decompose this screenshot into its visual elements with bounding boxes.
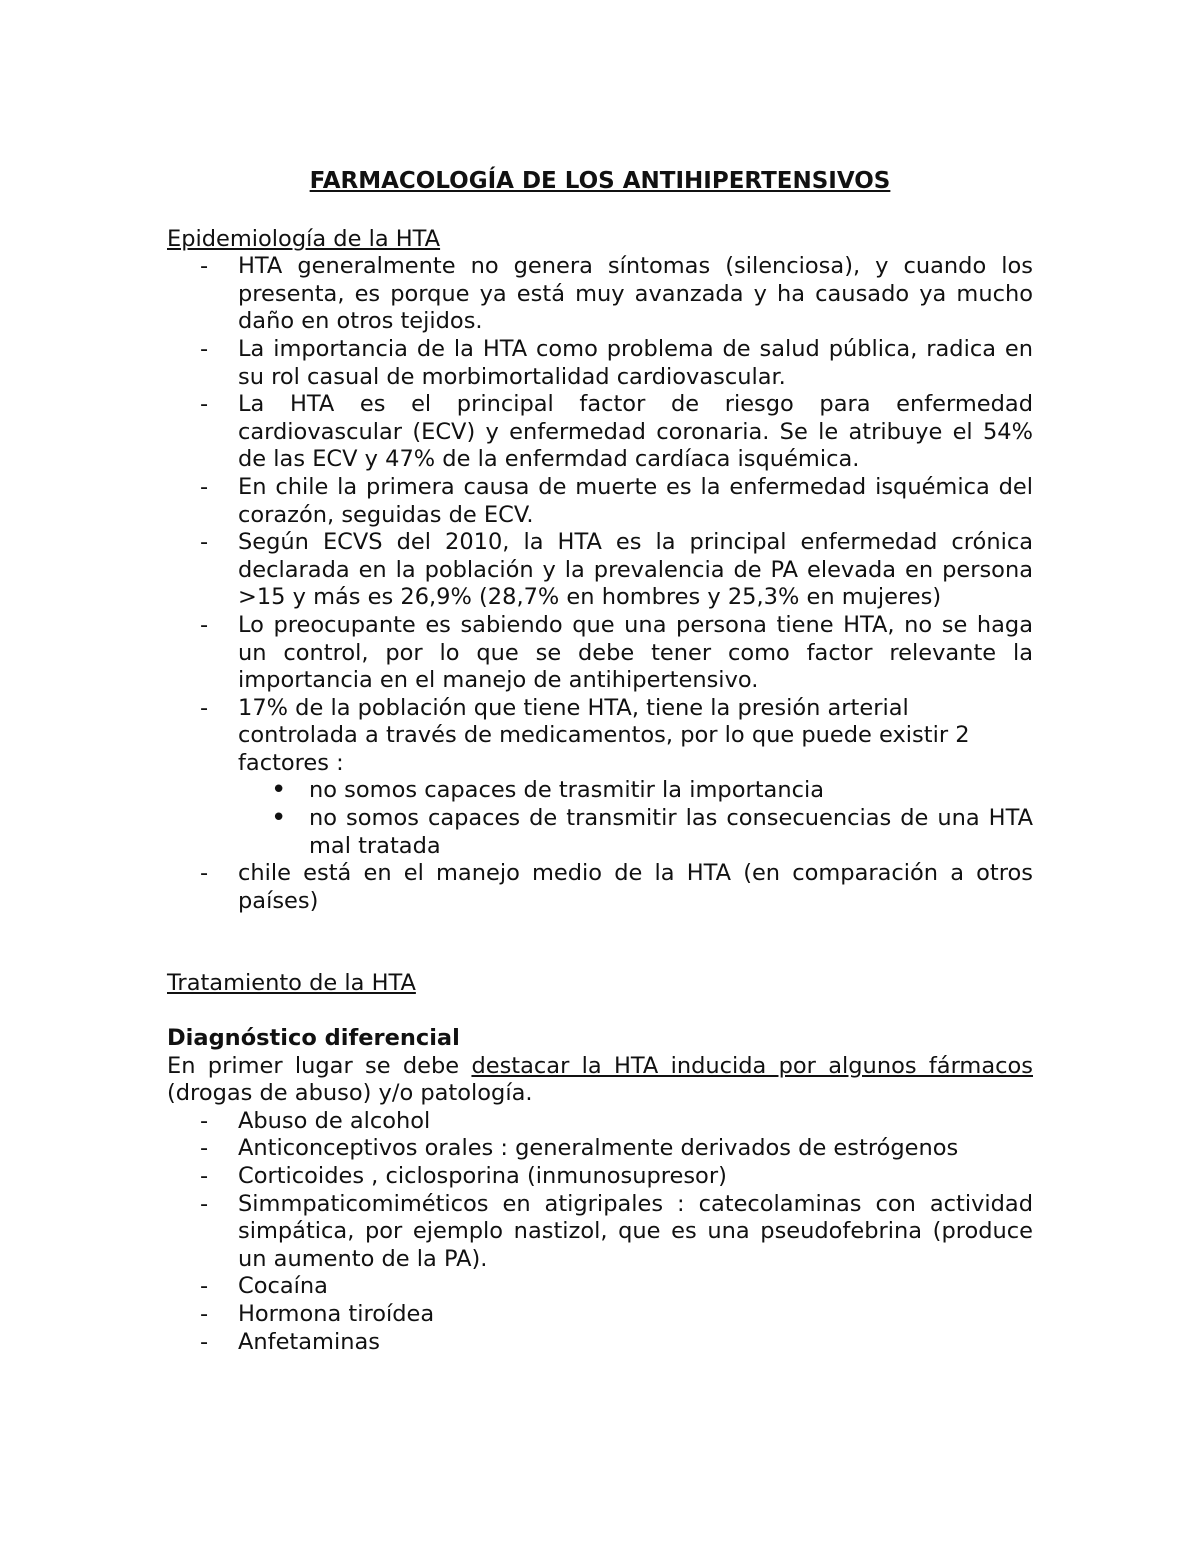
sub-list-item: • no somos capaces de trasmitir la importancia <box>238 777 1033 805</box>
spacer <box>167 998 1033 1025</box>
list-item: - chile está en el manejo medio de la HTA (en comparación a otros países) <box>167 860 1033 915</box>
list-item: - Según ECVS del 2010, la HTA es la principal enfermedad crónica declarada en la población y la prevalencia de PA elevada en persona >15 y más es 26,9% (28,7% en hombres y 25,3% en mujeres) <box>167 529 1033 612</box>
list-item: - En chile la primera causa de muerte es la enfermedad isquémica del corazón, seguidas de ECV. <box>167 474 1033 529</box>
document-title: FARMACOLOGÍA DE LOS ANTIHIPERTENSIVOS <box>309 168 891 194</box>
list-item: - La importancia de la HTA como problema de salud pública, radica en su rol casual de morbimortalidad cardiovascular. <box>167 336 1033 391</box>
sub-list-item: • no somos capaces de transmitir las consecuencias de una HTA mal tratada <box>238 805 1033 860</box>
intro-text: En primer lugar se debe <box>167 1052 472 1079</box>
list-item-text: 17% de la población que tiene HTA, tiene la presión arterial controlada a través de medicamentos, por lo que puede existir 2 factores : <box>238 694 970 776</box>
epidemiologia-list <box>167 253 1033 915</box>
list-item: - Abuso de alcohol <box>167 1108 1033 1136</box>
list-item: - Hormona tiroídea <box>167 1301 1033 1329</box>
section-heading-tratamiento: Tratamiento de la HTA <box>167 970 416 997</box>
farmacos-list <box>167 1108 1033 1356</box>
list-item: - Simmpaticomiméticos en atigripales : catecolaminas con actividad simpática, por ejemplo nastizol, que es una pseudofebrina (produce un aumento de la PA). <box>167 1191 1033 1274</box>
list-item: - HTA generalmente no genera síntomas (silenciosa), y cuando los presenta, es porque ya está muy avanzada y ha causado ya mucho daño en otros tejidos. <box>167 253 1033 336</box>
subheading-diagnostico: Diagnóstico diferencial <box>167 1025 460 1052</box>
intro-underlined-text: destacar la HTA inducida por algunos fármacos <box>471 1052 1033 1079</box>
list-item: - Anticonceptivos orales : generalmente derivados de estrógenos <box>167 1135 1033 1163</box>
document-body <box>167 168 1033 1356</box>
intro-paragraph <box>167 1053 1033 1108</box>
intro-text-end: (drogas de abuso) y/o patología. <box>167 1080 533 1107</box>
list-item: - Lo preocupante es sabiendo que una persona tiene HTA, no se haga un control, por lo que se debe tener como factor relevante la importancia en el manejo de antihipertensivo. <box>167 612 1033 695</box>
list-item: - Anfetaminas <box>167 1329 1033 1357</box>
list-item: - La HTA es el principal factor de riesgo para enfermedad cardiovascular (ECV) y enfermedad coronaria. Se le atribuye el 54% de las ECV y 47% de la enfermdad cardíaca isquémica. <box>167 391 1033 474</box>
section-heading-epidemiologia: Epidemiología de la HTA <box>167 225 441 252</box>
list-item: - Corticoides , ciclosporina (inmunosupresor) <box>167 1163 1033 1191</box>
factors-sub-list <box>167 777 1033 860</box>
list-item: - Cocaína <box>167 1273 1033 1301</box>
spacer <box>167 915 1033 970</box>
list-item <box>167 695 1033 861</box>
